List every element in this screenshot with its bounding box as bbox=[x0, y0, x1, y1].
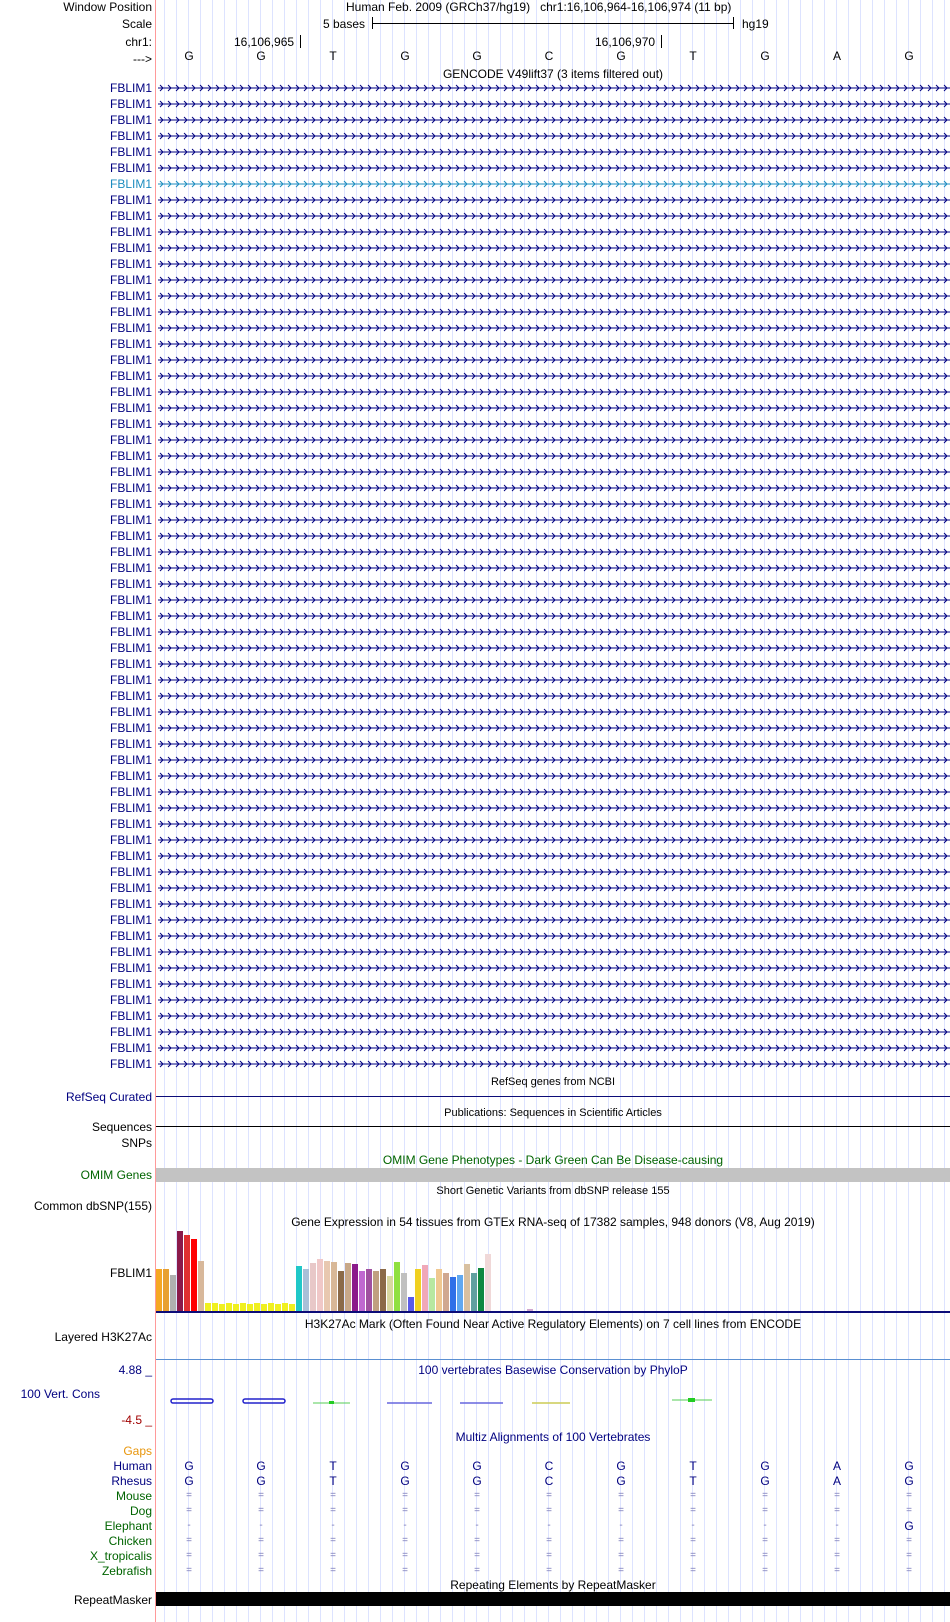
gencode-transcript-label[interactable]: FBLIM1 bbox=[109, 1041, 152, 1055]
multiz-base: G bbox=[904, 1474, 914, 1488]
sequence-base: G bbox=[904, 49, 914, 63]
multiz-species-label[interactable]: Dog bbox=[129, 1504, 152, 1518]
gencode-transcript-label[interactable]: FBLIM1 bbox=[109, 737, 152, 751]
multiz-species-label[interactable]: Zebrafish bbox=[101, 1564, 152, 1578]
gencode-transcript-label[interactable]: FBLIM1 bbox=[109, 177, 152, 191]
gtex-tissue-bar bbox=[212, 1303, 218, 1311]
gtex-tissue-bar bbox=[303, 1269, 309, 1311]
multiz-base: = bbox=[618, 1505, 624, 1516]
gtex-tissue-bar bbox=[366, 1269, 372, 1311]
refseq-track-title[interactable]: RefSeq genes from NCBI bbox=[490, 1076, 616, 1088]
window-position-text: Human Feb. 2009 (GRCh37/hg19) chr1:16,106,964-16,106,974 (11 bp) bbox=[346, 0, 732, 14]
multiz-species-label[interactable]: Chicken bbox=[108, 1534, 152, 1548]
gtex-tissue-bar bbox=[268, 1303, 274, 1311]
multiz-base: G bbox=[616, 1474, 626, 1488]
multiz-base: = bbox=[402, 1535, 408, 1546]
phylop-track-label[interactable]: 100 Vert. Cons bbox=[20, 1387, 100, 1401]
gencode-transcript-label[interactable]: FBLIM1 bbox=[109, 801, 152, 815]
gtex-tissue-bar bbox=[205, 1303, 211, 1311]
multiz-base: = bbox=[546, 1490, 552, 1501]
gtex-tissue-bar bbox=[163, 1269, 169, 1311]
gtex-gene-line bbox=[156, 1311, 950, 1313]
repeatmasker-track-label[interactable]: RepeatMasker bbox=[73, 1593, 152, 1607]
gtex-tissue-bar bbox=[247, 1304, 253, 1311]
gtex-tissue-bar bbox=[233, 1304, 239, 1311]
multiz-base: - bbox=[475, 1520, 479, 1531]
gtex-tissue-bar bbox=[401, 1273, 407, 1311]
multiz-base: - bbox=[619, 1520, 623, 1531]
gencode-transcript-label[interactable]: FBLIM1 bbox=[109, 529, 152, 543]
gencode-transcript-label[interactable]: FBLIM1 bbox=[109, 753, 152, 767]
gencode-transcript-label[interactable]: FBLIM1 bbox=[109, 465, 152, 479]
multiz-base: = bbox=[186, 1550, 192, 1561]
gencode-transcript-label[interactable]: FBLIM1 bbox=[109, 945, 152, 959]
sequence-base: G bbox=[400, 49, 410, 63]
gencode-transcript-label[interactable]: FBLIM1 bbox=[109, 977, 152, 991]
h3k27ac-track-label[interactable]: Layered H3K27Ac bbox=[54, 1330, 152, 1344]
multiz-base: = bbox=[330, 1565, 336, 1576]
multiz-base: - bbox=[259, 1520, 263, 1531]
sequence-base: G bbox=[184, 49, 194, 63]
multiz-base: - bbox=[547, 1520, 551, 1531]
gtex-tissue-bar bbox=[254, 1303, 260, 1311]
multiz-base: = bbox=[618, 1535, 624, 1546]
multiz-base: G bbox=[616, 1459, 626, 1473]
multiz-base: T bbox=[689, 1474, 697, 1488]
gencode-transcript-label[interactable]: FBLIM1 bbox=[109, 609, 152, 623]
phylop-track-title[interactable]: 100 vertebrates Basewise Conservation by PhyloP bbox=[418, 1363, 688, 1377]
gtex-tissue-bar bbox=[429, 1278, 435, 1311]
multiz-base: = bbox=[762, 1565, 768, 1576]
gencode-transcript-label[interactable]: FBLIM1 bbox=[109, 401, 152, 415]
multiz-species-label[interactable]: Elephant bbox=[104, 1519, 152, 1533]
gencode-transcript-label[interactable]: FBLIM1 bbox=[109, 833, 152, 847]
gtex-tissue-bar bbox=[450, 1277, 456, 1311]
gencode-transcript-label[interactable]: FBLIM1 bbox=[109, 161, 152, 175]
multiz-base: G bbox=[400, 1459, 410, 1473]
multiz-base: = bbox=[690, 1550, 696, 1561]
multiz-base: = bbox=[258, 1565, 264, 1576]
gtex-tissue-bar bbox=[471, 1273, 477, 1311]
sequence-base: T bbox=[329, 49, 337, 63]
multiz-base: - bbox=[835, 1520, 839, 1531]
multiz-base: = bbox=[474, 1535, 480, 1546]
multiz-base: = bbox=[690, 1565, 696, 1576]
gencode-transcript-label[interactable]: FBLIM1 bbox=[109, 337, 152, 351]
multiz-base: G bbox=[184, 1459, 194, 1473]
gencode-transcript-label[interactable]: FBLIM1 bbox=[109, 449, 152, 463]
multiz-track-title[interactable]: Multiz Alignments of 100 Vertebrates bbox=[455, 1430, 651, 1444]
gencode-transcript-label[interactable]: FBLIM1 bbox=[109, 369, 152, 383]
gtex-tissue-bar bbox=[443, 1273, 449, 1311]
multiz-base: A bbox=[832, 1459, 841, 1473]
multiz-base: = bbox=[834, 1535, 840, 1546]
phylop-max-label: 4.88 _ bbox=[118, 1363, 152, 1377]
multiz-base: = bbox=[618, 1550, 624, 1561]
sequence-base: G bbox=[472, 49, 482, 63]
gtex-tissue-bar bbox=[184, 1235, 190, 1311]
multiz-base: G bbox=[472, 1459, 482, 1473]
gtex-tissue-bar bbox=[177, 1231, 183, 1311]
h3k27ac-baseline bbox=[156, 1359, 950, 1360]
multiz-base: = bbox=[186, 1490, 192, 1501]
gtex-tissue-bar bbox=[352, 1264, 358, 1311]
multiz-base: = bbox=[906, 1550, 912, 1561]
multiz-base: = bbox=[834, 1565, 840, 1576]
gencode-transcript-label[interactable]: FBLIM1 bbox=[109, 513, 152, 527]
multiz-base: = bbox=[402, 1505, 408, 1516]
multiz-base: = bbox=[546, 1550, 552, 1561]
gtex-tissue-bar bbox=[436, 1269, 442, 1311]
scale-label: Scale bbox=[121, 17, 152, 31]
multiz-base: = bbox=[258, 1535, 264, 1546]
gtex-tissue-bar bbox=[338, 1271, 344, 1311]
multiz-base: G bbox=[256, 1459, 266, 1473]
multiz-species-label[interactable]: Gaps bbox=[123, 1444, 152, 1458]
multiz-base: = bbox=[402, 1565, 408, 1576]
multiz-base: - bbox=[187, 1520, 191, 1531]
gencode-transcript-label[interactable]: FBLIM1 bbox=[109, 305, 152, 319]
sequence-base: G bbox=[256, 49, 266, 63]
multiz-base: = bbox=[906, 1565, 912, 1576]
gtex-tissue-bar bbox=[345, 1263, 351, 1311]
assembly-label: hg19 bbox=[742, 17, 769, 31]
h3k27ac-track-title[interactable]: H3K27Ac Mark (Often Found Near Active Regulatory Elements) on 7 cell lines from ENCODE bbox=[304, 1317, 802, 1331]
gencode-transcript-label[interactable]: FBLIM1 bbox=[109, 225, 152, 239]
multiz-base: = bbox=[186, 1505, 192, 1516]
multiz-base: G bbox=[760, 1459, 770, 1473]
multiz-base: - bbox=[691, 1520, 695, 1531]
gencode-transcript-label[interactable]: FBLIM1 bbox=[109, 913, 152, 927]
multiz-base: G bbox=[904, 1459, 914, 1473]
gtex-tissue-bar bbox=[226, 1303, 232, 1311]
multiz-base: G bbox=[256, 1474, 266, 1488]
gtex-tissue-bar bbox=[317, 1259, 323, 1311]
multiz-species-label[interactable]: Human bbox=[113, 1459, 152, 1473]
gencode-transcript-label[interactable]: FBLIM1 bbox=[109, 785, 152, 799]
multiz-base: = bbox=[330, 1490, 336, 1501]
gencode-transcript-label[interactable]: FBLIM1 bbox=[109, 577, 152, 591]
gencode-transcript-label[interactable]: FBLIM1 bbox=[109, 641, 152, 655]
gencode-transcript-label[interactable]: FBLIM1 bbox=[109, 497, 152, 511]
sequence-base: G bbox=[760, 49, 770, 63]
gencode-transcript-label[interactable]: FBLIM1 bbox=[109, 993, 152, 1007]
gencode-transcript-label[interactable]: FBLIM1 bbox=[109, 321, 152, 335]
publications-track-title[interactable]: Publications: Sequences in Scientific Articles bbox=[444, 1107, 662, 1119]
gencode-transcript-label[interactable]: FBLIM1 bbox=[109, 193, 152, 207]
multiz-base: = bbox=[186, 1565, 192, 1576]
scale-text: 5 bases bbox=[323, 17, 366, 31]
multiz-base: G bbox=[400, 1474, 410, 1488]
multiz-species-label[interactable]: X_tropicalis bbox=[89, 1549, 152, 1563]
gtex-tissue-bar bbox=[198, 1261, 204, 1311]
gtex-tissue-bar bbox=[282, 1303, 288, 1311]
gtex-tissue-bar bbox=[485, 1254, 491, 1311]
multiz-base: = bbox=[330, 1505, 336, 1516]
multiz-base: = bbox=[834, 1505, 840, 1516]
gtex-track-title[interactable]: Gene Expression in 54 tissues from GTEx RNA-seq of 17382 samples, 948 donors (V8, Aug 2019) bbox=[291, 1215, 815, 1229]
multiz-base: A bbox=[832, 1474, 841, 1488]
multiz-base: = bbox=[186, 1535, 192, 1546]
multiz-base: = bbox=[546, 1565, 552, 1576]
gencode-transcript-label[interactable]: FBLIM1 bbox=[109, 881, 152, 895]
multiz-base: = bbox=[258, 1550, 264, 1561]
gencode-transcript-label[interactable]: FBLIM1 bbox=[109, 113, 152, 127]
multiz-base: C bbox=[544, 1459, 554, 1473]
multiz-base: = bbox=[474, 1550, 480, 1561]
gencode-transcript-label[interactable]: FBLIM1 bbox=[109, 385, 152, 399]
multiz-base: T bbox=[689, 1459, 697, 1473]
position-label-2: 16,106,970 bbox=[595, 35, 656, 49]
multiz-base: = bbox=[330, 1535, 336, 1546]
multiz-base: = bbox=[618, 1490, 624, 1501]
sequence-base: A bbox=[832, 49, 841, 63]
gencode-transcript-label[interactable]: FBLIM1 bbox=[109, 145, 152, 159]
gtex-tissue-bar bbox=[275, 1304, 281, 1311]
multiz-base: = bbox=[690, 1505, 696, 1516]
gencode-transcript-label[interactable]: FBLIM1 bbox=[109, 1025, 152, 1039]
multiz-base: - bbox=[403, 1520, 407, 1531]
gtex-tissue-bar bbox=[240, 1303, 246, 1311]
position-label-1: 16,106,965 bbox=[234, 35, 295, 49]
window-position-label: Window Position bbox=[63, 0, 152, 14]
multiz-base: = bbox=[906, 1535, 912, 1546]
sequence-base: C bbox=[544, 49, 554, 63]
multiz-species-label[interactable]: Rhesus bbox=[111, 1474, 152, 1488]
multiz-base: = bbox=[906, 1490, 912, 1501]
gtex-tissue-bar bbox=[219, 1304, 225, 1311]
gtex-tissue-bar bbox=[478, 1268, 484, 1311]
multiz-base: T bbox=[329, 1474, 337, 1488]
phylop-min-label: -4.5 _ bbox=[121, 1413, 152, 1427]
multiz-base: = bbox=[402, 1490, 408, 1501]
gencode-transcript-label[interactable]: FBLIM1 bbox=[109, 97, 152, 111]
gtex-track-label[interactable]: FBLIM1 bbox=[109, 1266, 152, 1280]
gtex-tissue-bar bbox=[422, 1265, 428, 1311]
gencode-transcript-label[interactable]: FBLIM1 bbox=[109, 129, 152, 143]
strand-label: ---> bbox=[133, 52, 152, 66]
multiz-species-label[interactable]: Mouse bbox=[115, 1489, 152, 1503]
gencode-transcript-label[interactable]: FBLIM1 bbox=[109, 817, 152, 831]
multiz-base: T bbox=[329, 1459, 337, 1473]
gencode-transcript-label[interactable]: FBLIM1 bbox=[109, 1057, 152, 1071]
gtex-tissue-bar bbox=[415, 1269, 421, 1311]
gencode-transcript-label[interactable]: FBLIM1 bbox=[109, 417, 152, 431]
multiz-base: = bbox=[762, 1550, 768, 1561]
multiz-base: G bbox=[184, 1474, 194, 1488]
gtex-tissue-bar bbox=[191, 1239, 197, 1311]
gencode-transcript-label[interactable]: FBLIM1 bbox=[109, 1009, 152, 1023]
gencode-transcript-label[interactable]: FBLIM1 bbox=[109, 625, 152, 639]
gtex-tissue-bar bbox=[457, 1275, 463, 1311]
multiz-base: = bbox=[690, 1535, 696, 1546]
gencode-transcript-label[interactable]: FBLIM1 bbox=[109, 545, 152, 559]
multiz-base: = bbox=[834, 1490, 840, 1501]
gencode-transcript-label[interactable]: FBLIM1 bbox=[109, 81, 152, 95]
gtex-tissue-bar bbox=[387, 1276, 393, 1311]
gencode-transcript-label[interactable]: FBLIM1 bbox=[109, 849, 152, 863]
omim-track-label[interactable]: OMIM Genes bbox=[80, 1168, 152, 1182]
multiz-base: = bbox=[762, 1505, 768, 1516]
gencode-transcript-label[interactable]: FBLIM1 bbox=[109, 353, 152, 367]
multiz-base: = bbox=[330, 1550, 336, 1561]
publications-label-snps[interactable]: SNPs bbox=[121, 1136, 152, 1150]
multiz-base: = bbox=[762, 1490, 768, 1501]
gtex-tissue-bar bbox=[310, 1263, 316, 1311]
gencode-transcript-label[interactable]: FBLIM1 bbox=[109, 689, 152, 703]
gencode-transcript-label[interactable]: FBLIM1 bbox=[109, 433, 152, 447]
multiz-base: = bbox=[474, 1490, 480, 1501]
gencode-transcript-label[interactable]: FBLIM1 bbox=[109, 721, 152, 735]
multiz-base: = bbox=[546, 1535, 552, 1546]
multiz-base: = bbox=[258, 1505, 264, 1516]
gtex-tissue-bar bbox=[296, 1266, 302, 1311]
gencode-transcript-label[interactable]: FBLIM1 bbox=[109, 273, 152, 287]
multiz-base: = bbox=[762, 1535, 768, 1546]
publications-label-sequences[interactable]: Sequences bbox=[91, 1120, 152, 1134]
sequence-base: T bbox=[689, 49, 697, 63]
gencode-transcript-label[interactable]: FBLIM1 bbox=[109, 865, 152, 879]
multiz-base: = bbox=[258, 1490, 264, 1501]
gencode-transcript-label[interactable]: FBLIM1 bbox=[109, 961, 152, 975]
gtex-tissue-bar bbox=[324, 1261, 330, 1311]
multiz-base: = bbox=[834, 1550, 840, 1561]
dbsnp-track-label[interactable]: Common dbSNP(155) bbox=[33, 1199, 152, 1213]
gencode-transcript-label[interactable]: FBLIM1 bbox=[109, 561, 152, 575]
multiz-base: - bbox=[331, 1520, 335, 1531]
sequence-base: G bbox=[616, 49, 626, 63]
gtex-tissue-bar bbox=[394, 1262, 400, 1311]
multiz-base: = bbox=[474, 1505, 480, 1516]
multiz-base: = bbox=[402, 1550, 408, 1561]
gtex-tissue-bar bbox=[289, 1304, 295, 1311]
multiz-base: = bbox=[618, 1565, 624, 1576]
gencode-transcript-label[interactable]: FBLIM1 bbox=[109, 209, 152, 223]
multiz-base: G bbox=[472, 1474, 482, 1488]
multiz-base: = bbox=[474, 1565, 480, 1576]
gencode-transcript-label[interactable]: FBLIM1 bbox=[109, 673, 152, 687]
gencode-transcript-label[interactable]: FBLIM1 bbox=[109, 657, 152, 671]
gtex-tissue-bar bbox=[331, 1262, 337, 1311]
omim-track-title[interactable]: OMIM Gene Phenotypes - Dark Green Can Be Disease-causing bbox=[382, 1153, 724, 1167]
gencode-transcript-label[interactable]: FBLIM1 bbox=[109, 769, 152, 783]
gencode-transcript-label[interactable]: FBLIM1 bbox=[109, 929, 152, 943]
multiz-base: G bbox=[904, 1519, 914, 1533]
gencode-transcript-label[interactable]: FBLIM1 bbox=[109, 289, 152, 303]
gencode-transcript-label[interactable]: FBLIM1 bbox=[109, 593, 152, 607]
gtex-tissue-bar bbox=[373, 1271, 379, 1311]
gencode-transcript-label[interactable]: FBLIM1 bbox=[109, 257, 152, 271]
dbsnp-track-title[interactable]: Short Genetic Variants from dbSNP release 155 bbox=[436, 1185, 670, 1197]
gtex-tissue-bar bbox=[261, 1304, 267, 1311]
gencode-transcript-label[interactable]: FBLIM1 bbox=[109, 897, 152, 911]
multiz-base: = bbox=[690, 1490, 696, 1501]
gtex-tissue-bar bbox=[170, 1275, 176, 1311]
gencode-transcript-label[interactable]: FBLIM1 bbox=[109, 481, 152, 495]
multiz-base: - bbox=[763, 1520, 767, 1531]
repeatmasker-bar[interactable] bbox=[156, 1592, 950, 1606]
gencode-transcript-label[interactable]: FBLIM1 bbox=[109, 705, 152, 719]
refseq-track-label[interactable]: RefSeq Curated bbox=[65, 1090, 152, 1104]
gtex-tissue-bar bbox=[464, 1264, 470, 1311]
gtex-tissue-bar bbox=[408, 1297, 414, 1311]
chrom-label: chr1: bbox=[125, 35, 152, 49]
gencode-track-title[interactable]: GENCODE V49lift37 (3 items filtered out) bbox=[442, 67, 664, 81]
repeatmasker-track-title[interactable]: Repeating Elements by RepeatMasker bbox=[450, 1578, 656, 1592]
multiz-base: = bbox=[546, 1505, 552, 1516]
multiz-base: G bbox=[760, 1474, 770, 1488]
gtex-tissue-bar bbox=[359, 1271, 365, 1311]
gtex-tissue-bar bbox=[156, 1269, 162, 1311]
multiz-base: C bbox=[544, 1474, 554, 1488]
gtex-tissue-bar bbox=[380, 1269, 386, 1311]
gencode-transcript-label[interactable]: FBLIM1 bbox=[109, 241, 152, 255]
multiz-base: = bbox=[906, 1505, 912, 1516]
